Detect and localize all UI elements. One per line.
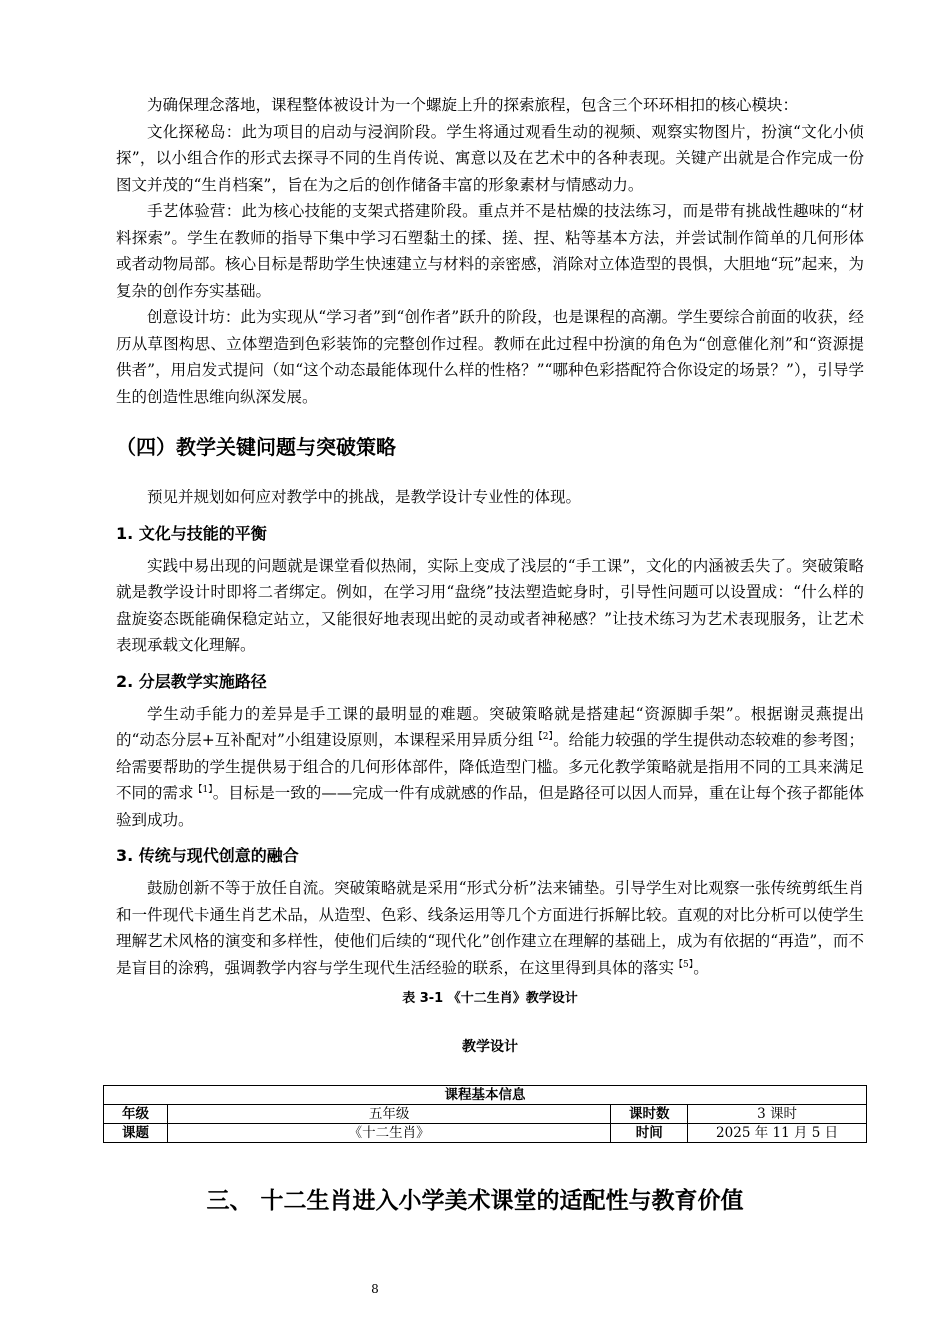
paragraph-item-3 [116,875,864,981]
section-heading: （四）教学关键问题与突破策略 [116,435,396,459]
subheading-2: 2. 分层教学实施路径 [116,671,267,691]
text-segment: 鼓励创新不等于放任自流。突破策略就是采用“形式分析”法来铺垫。引导学生对比观察一张传统剪纸生肖和一件现代卡通生肖艺术品，从造型、色彩、线条运用等几个方面进行拆解比较。直观的对比分析可以使学生理解艺术风格的演变和多样性，使他们后续的“现代化”创作建立在理解的基础上，成为有依据的“再造”，而不是盲目的涂鸦，强调教学内容与学生现代生活经验的联系，在这里得到具体的落实 [116,879,864,977]
body-content [116,92,864,1071]
text-segment: 。 [693,958,709,977]
section-intro: 预见并规划如何应对教学中的挑战，是教学设计专业性的体现。 [147,488,582,506]
paragraph-craft-camp: 手艺体验营：此为核心技能的支架式搭建阶段。重点并不是枯燥的技法练习，而是带有挑战性趣味的“材料探索”。学生在教师的指导下集中学习石塑黏土的揉、搓、捏、粘等基本方法，并尝试制作简单的几何形体或者动物局部。核心目标是帮助学生快速建立与材料的亲密感，消除对立体造型的畏惧，大胆地“玩”起来，为复杂的创作夯实基础。 [116,202,864,300]
citation-mark: 【5】 [674,959,694,970]
subheading-1: 1. 文化与技能的平衡 [116,523,267,543]
paragraph-item-2 [116,701,864,834]
grade-label: 年级 [104,1105,168,1124]
citation-mark: 【2】 [533,731,554,742]
hours-label: 课时数 [611,1105,688,1124]
table-subcaption: 教学设计 [462,1039,518,1055]
table-header-row [104,1086,867,1105]
chapter-heading: 三、 十二生肖进入小学美术课堂的适配性与教育价值 [206,1188,744,1214]
date-value: 2025 年 11 月 5 日 [688,1124,867,1143]
paragraph-intro: 为确保理念落地，课程整体被设计为一个螺旋上升的探索旅程，包含三个环环相扣的核心模块： [147,96,799,114]
paragraph-culture-island: 文化探秘岛：此为项目的启动与浸润阶段。学生将通过观看生动的视频、观察实物图片，扮演“文化小侦探”，以小组合作的形式去探寻不同的生肖传说、寓意以及在艺术中的各种表现。关键产出就是合作完成一份图文并茂的“生肖档案”，旨在为之后的创作储备丰富的形象素材与情感动力。 [116,122,864,194]
paragraph-design-workshop: 创意设计坊：此为实现从“学习者”到“创作者”跃升的阶段，也是课程的高潮。学生要综合前面的收获，经历从草图构思、立体塑造到色彩装饰的完整创作过程。教师在此过程中扮演的角色为“创意催化剂”和“资源提供者”，用启发式提问（如“这个动态最能体现什么样的性格？”“哪种色彩搭配符合你设定的场景？”），引导学生的创造性思维向纵深发展。 [116,308,864,406]
date-label: 时间 [611,1124,688,1143]
hours-value: 3 课时 [688,1105,867,1124]
text-segment: 。目标是一致的——完成一件有成就感的作品，但是路径可以因人而异，重在让每个孩子都能体验到成功。 [116,784,864,829]
text-segment: 。给能力较强的学生提供动态较难的参考图；给需要帮助的学生提供易于组合的几何形体部件，降低造型门槛。多元化教学策略就是指用不同的工具来满足不同的需求 [116,731,864,802]
table-row [104,1105,867,1124]
table-row [104,1124,867,1143]
grade-value: 五年级 [167,1105,610,1124]
table-caption: 表 3-1 《十二生肖》教学设计 [402,991,578,1006]
paragraph-item-1: 实践中易出现的问题就是课堂看似热闹，实际上变成了浅层的“手工课”，文化的内涵被丢失了。突破策略就是教学设计时即将二者绑定。例如，在学习用“盘绕”技法塑造蛇身时，引导性问题可以设置成：“什么样的盘旋姿态既能确保稳定站立，又能很好地表现出蛇的灵动或者神秘感？”让技术练习为艺术表现服务，让艺术表现承载文化理解。 [116,556,864,654]
topic-label: 课题 [104,1124,168,1143]
citation-mark: 【1】 [193,784,213,795]
page-number: 8 [371,1282,379,1296]
table-header-cell: 课程基本信息 [104,1086,867,1105]
course-info-table [103,1085,867,1143]
text-segment: 学生动手能力的差异是手工课的最明显的难题。突破策略就是搭建起“资源脚手架”。根据谢灵燕提出的“动态分层+互补配对”小组建设原则，本课程采用异质分组 [116,704,864,749]
topic-value: 《十二生肖》 [167,1124,610,1143]
subheading-3: 3. 传统与现代创意的融合 [116,846,299,865]
